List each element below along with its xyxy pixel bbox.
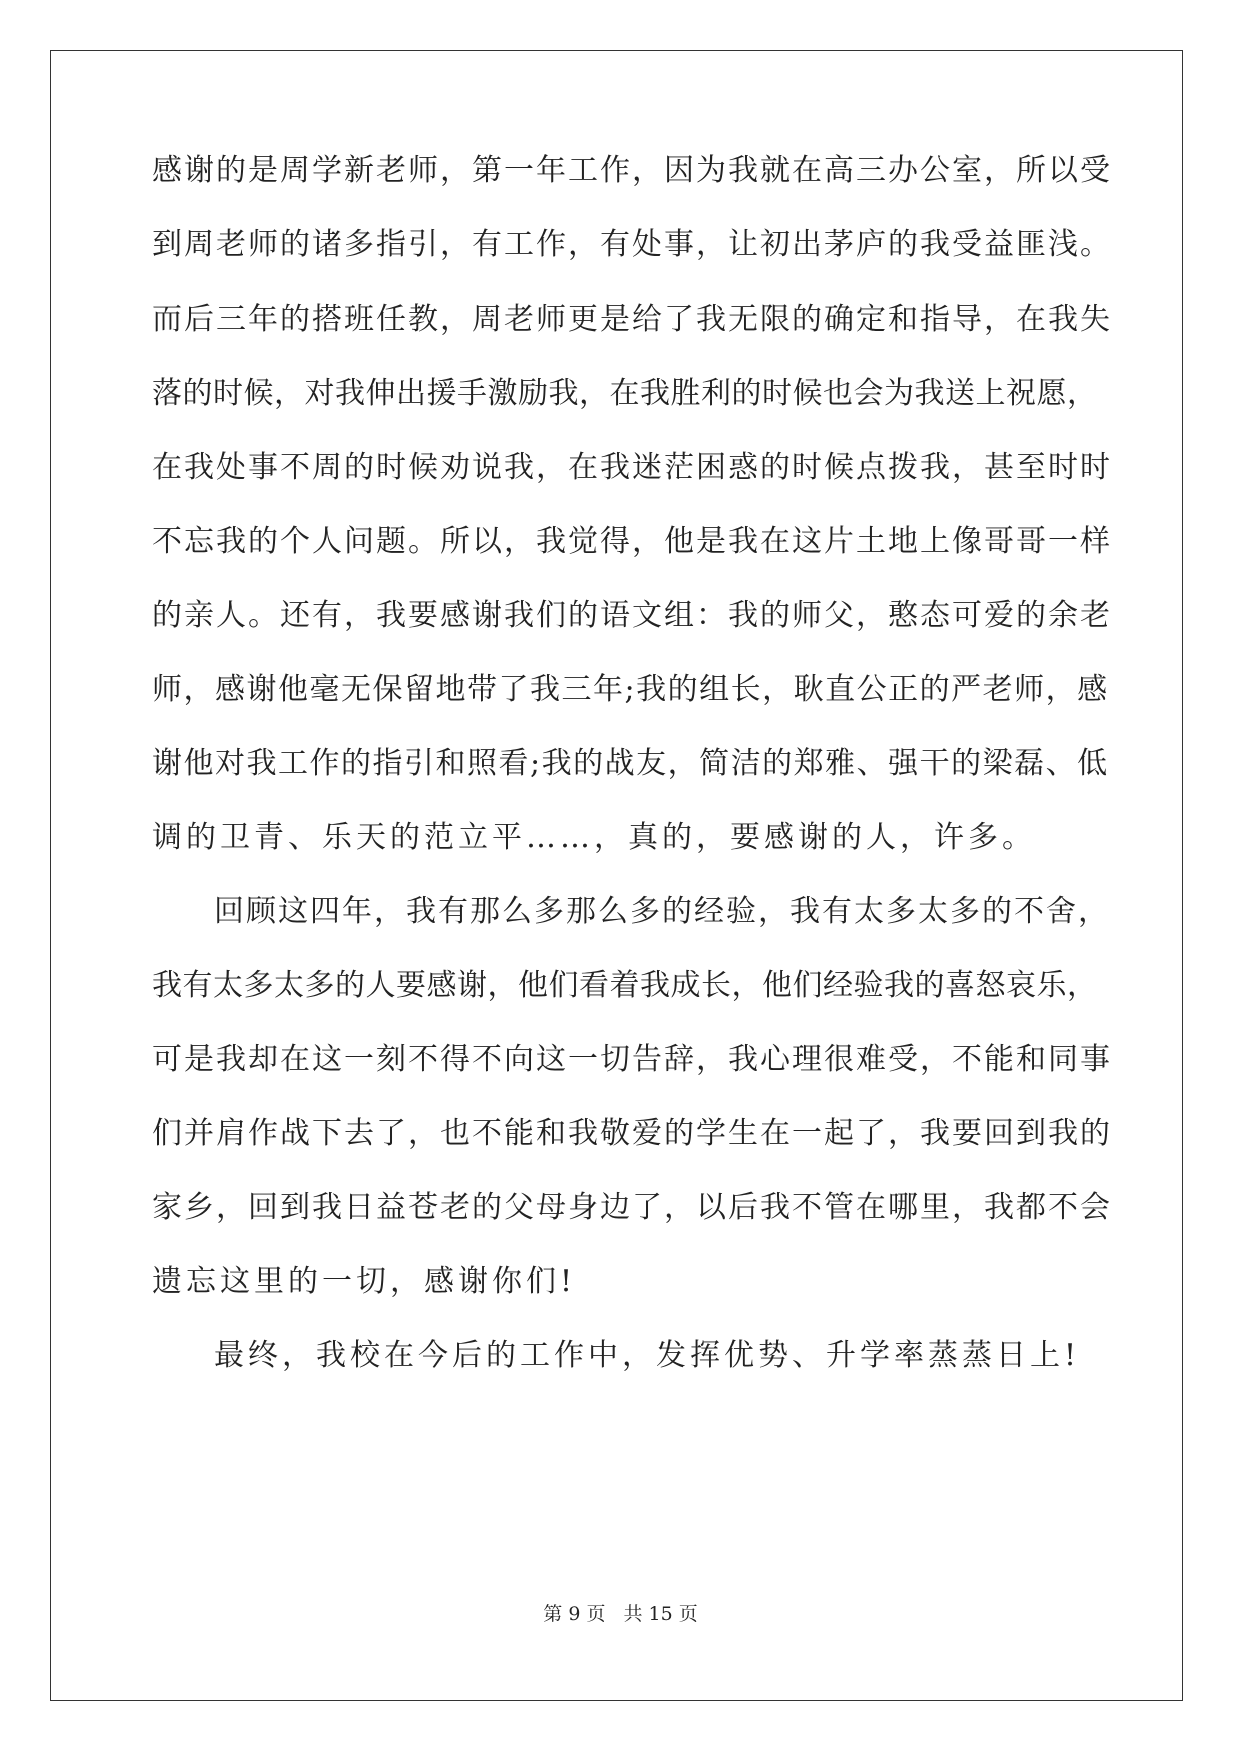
text-line: 遗忘这里的一切，感谢你们! xyxy=(152,1264,577,1299)
page-footer xyxy=(0,1602,1241,1626)
text-line: 在我处事不周的时候劝说我，在我迷茫困惑的时候点拨我，甚至时时 xyxy=(152,450,1112,485)
page-border xyxy=(50,50,1183,1701)
text-line: 不忘我的个人问题。所以，我觉得，他是我在这片土地上像哥哥一样 xyxy=(152,524,1112,559)
paragraph-first-line: 最终，我校在今后的工作中，发挥优势、升学率蒸蒸日上! xyxy=(214,1338,1081,1373)
text-line: 我有太多太多的人要感谢，他们看着我成长，他们经验我的喜怒哀乐， xyxy=(152,968,1098,1003)
text-line: 而后三年的搭班任教，周老师更是给了我无限的确定和指导，在我失 xyxy=(152,302,1112,337)
text-line: 的亲人。还有，我要感谢我们的语文组：我的师父，憨态可爱的余老 xyxy=(152,598,1112,633)
text-line: 师，感谢他毫无保留地带了我三年;我的组长，耿直公正的严老师，感 xyxy=(152,672,1109,707)
text-line: 家乡，回到我日益苍老的父母身边了，以后我不管在哪里，我都不会 xyxy=(152,1190,1112,1225)
text-line: 调的卫青、乐天的范立平……，真的，要感谢的人，许多。 xyxy=(152,820,1036,855)
text-line: 落的时候，对我伸出援手激励我，在我胜利的时候也会为我送上祝愿， xyxy=(152,376,1098,411)
paragraph-first-line: 回顾这四年，我有那么多那么多的经验，我有太多太多的不舍， xyxy=(214,894,1110,929)
text-line: 感谢的是周学新老师，第一年工作，因为我就在高三办公室，所以受 xyxy=(152,153,1112,188)
page-number: 第 9 页 xyxy=(543,1603,606,1625)
text-line: 可是我却在这一刻不得不向这一切告辞，我心理很难受，不能和同事 xyxy=(152,1042,1112,1077)
text-line: 们并肩作战下去了，也不能和我敬爱的学生在一起了，我要回到我的 xyxy=(152,1116,1112,1151)
page-total: 共 15 页 xyxy=(623,1603,698,1625)
text-line: 到周老师的诸多指引，有工作，有处事，让初出茅庐的我受益匪浅。 xyxy=(152,227,1112,262)
text-line: 谢他对我工作的指引和照看;我的战友，简洁的郑雅、强干的梁磊、低 xyxy=(152,746,1109,781)
